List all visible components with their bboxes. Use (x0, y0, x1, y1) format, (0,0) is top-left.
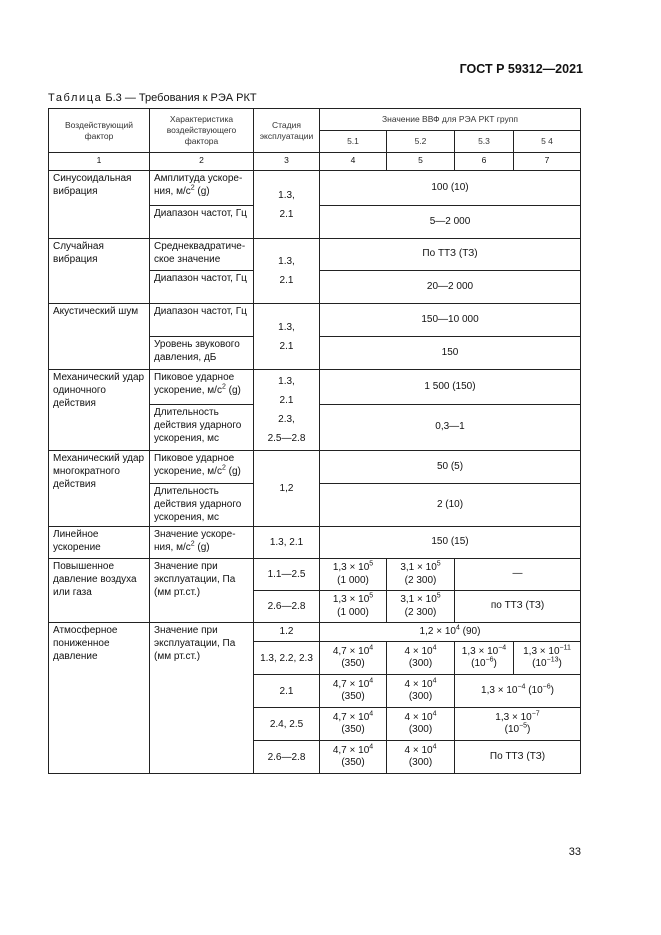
column-number: 5 (387, 153, 455, 171)
table-row (49, 171, 581, 206)
stage-cell: 1.3, 2.1 (254, 171, 320, 239)
caption-label: Таблица (48, 92, 103, 104)
factor-low-pressure: Атмосферное пониженное давление (49, 623, 150, 774)
factor-sine-vibration: Синусоидальная вибрация (49, 171, 150, 239)
table-row (49, 239, 581, 271)
value-cell: $1,3 \times 10^5$ (1 000) (320, 591, 387, 623)
header-row (49, 109, 581, 131)
caption-text: — Требования к РЭА РКТ (124, 92, 257, 104)
factor-random-vibration: Случайная вибрация (49, 239, 150, 304)
characteristic-cell: Длительность действия ударного ускорения, мс (150, 404, 254, 450)
table-row (49, 623, 581, 642)
document-code: ГОСТ Р 59312—2021 (459, 62, 583, 76)
value-cell: $4 \times 10^4$ (300) (387, 708, 455, 741)
characteristic-cell: Значение ускорения, $м/с^2$ (g) (150, 527, 254, 559)
value-cell: $4 \times 10^4$ (300) (387, 741, 455, 774)
column-numbers-row (49, 153, 581, 171)
value-cell: 5—2 000 (320, 206, 581, 239)
table-row (49, 304, 581, 337)
value-cell: $4,7 \times 10^4$ (350) (320, 675, 387, 708)
value-cell: $1,3 \times 10^{-11}$ $(10^{-13})$ (514, 642, 581, 675)
column-number: 4 (320, 153, 387, 171)
stage-cell: 2.6—2.8 (254, 591, 320, 623)
table-row (49, 370, 581, 405)
page-number: 33 (568, 846, 581, 858)
column-number: 6 (455, 153, 514, 171)
stage-cell: 2.1 (254, 675, 320, 708)
stage-cell: 1.3, 2.1 (254, 239, 320, 304)
value-cell: $3,1 \times 10^5$ (2 300) (387, 591, 455, 623)
value-cell: 100 (10) (320, 171, 581, 206)
characteristic-cell: Диапазон частот, Гц (150, 206, 254, 239)
stage-cell: 2.6—2.8 (254, 741, 320, 774)
header-characteristic: Характеристика воздействующего фактора (150, 109, 254, 153)
value-cell: $4,7 \times 10^4$ (350) (320, 708, 387, 741)
header-group: 5.1 (320, 131, 387, 153)
value-cell: $4,7 \times 10^4$ (350) (320, 642, 387, 675)
stage-cell: 2.4, 2.5 (254, 708, 320, 741)
stage-cell: 1.1—2.5 (254, 559, 320, 591)
characteristic-cell: Значение при эксплуатации, Па (мм рт.ст.) (150, 559, 254, 623)
column-number: 3 (254, 153, 320, 171)
value-cell: $4,7 \times 10^4$ (350) (320, 741, 387, 774)
value-cell: 150 (320, 337, 581, 370)
value-cell: 150—10 000 (320, 304, 581, 337)
column-number: 7 (514, 153, 581, 171)
characteristic-cell: Среднеквадратическое значение (150, 239, 254, 271)
stage-cell: 1.3, 2.1 2.3, 2.5—2.8 (254, 370, 320, 451)
header-group: 5.3 (455, 131, 514, 153)
value-cell: $1,3 \times 10^5$ (1 000) (320, 559, 387, 591)
stage-cell: 1.2 (254, 623, 320, 642)
factor-acoustic-noise: Акустический шум (49, 304, 150, 370)
factor-multiple-shock: Механический удар многократного действия (49, 451, 150, 527)
characteristic-cell: Длительность действия ударного ускорения, мс (150, 484, 254, 527)
stage-cell: 1.3, 2.2, 2.3 (254, 642, 320, 675)
value-cell: 50 (5) (320, 451, 581, 484)
factor-high-pressure: Повышенное давление воздуха или газа (49, 559, 150, 623)
value-cell: $3,1 \times 10^5$ (2 300) (387, 559, 455, 591)
value-cell: 20—2 000 (320, 271, 581, 304)
characteristic-cell: Диапазон частот, Гц (150, 271, 254, 304)
value-cell: $4 \times 10^4$ (300) (387, 675, 455, 708)
value-cell: По ТТЗ (ТЗ) (455, 741, 581, 774)
table-row (49, 559, 581, 591)
value-cell: 2 (10) (320, 484, 581, 527)
stage-cell: 1.3, 2.1 (254, 304, 320, 370)
characteristic-cell: Пиковое ударное ускорение, $м/с^2$ (g) (150, 451, 254, 484)
header-factor: Воздействующий фактор (49, 109, 150, 153)
column-number: 2 (150, 153, 254, 171)
header-group: 5 4 (514, 131, 581, 153)
value-cell: 150 (15) (320, 527, 581, 559)
header-values-title: Значение ВВФ для РЭА РКТ групп (320, 109, 581, 131)
column-number: 1 (49, 153, 150, 171)
stage-cell: 1,2 (254, 451, 320, 527)
value-cell: 0,3—1 (320, 404, 581, 450)
value-cell: $1,2 \times 10^4$ (90) (320, 623, 581, 642)
value-cell: по ТТЗ (ТЗ) (455, 591, 581, 623)
table-row (49, 527, 581, 559)
characteristic-cell: Пиковое ударное ускорение, $м/с^2$ (g) (150, 370, 254, 405)
stage-cell: 1.3, 2.1 (254, 527, 320, 559)
header-stage: Стадия эксплуатации (254, 109, 320, 153)
characteristic-cell: Уровень звукового давления, дБ (150, 337, 254, 370)
header-group: 5.2 (387, 131, 455, 153)
characteristic-cell: Значение при эксплуатации, Па (мм рт.ст.) (150, 623, 254, 774)
factor-single-shock: Механический удар одиночного действия (49, 370, 150, 451)
caption-number: Б.3 (105, 92, 122, 104)
value-cell: $4 \times 10^4$ (300) (387, 642, 455, 675)
requirements-table (48, 108, 581, 774)
value-cell: — (455, 559, 581, 591)
value-cell: 1 500 (150) (320, 370, 581, 405)
table-row (49, 451, 581, 484)
table-caption (48, 92, 257, 104)
characteristic-cell: Амплитуда ускорения, $м/с^2$ (g) (150, 171, 254, 206)
characteristic-cell: Диапазон частот, Гц (150, 304, 254, 337)
factor-linear-acceleration: Линейное ускорение (49, 527, 150, 559)
value-cell: $1,3 \times 10^{-7}$ $(10^{-5})$ (455, 708, 581, 741)
value-cell: По ТТЗ (ТЗ) (320, 239, 581, 271)
value-cell: $1,3 \times 10^{-4}$ $(10^{-6})$ (455, 642, 514, 675)
value-cell: $1,3 \times 10^{-4}$ $(10^{-6})$ (455, 675, 581, 708)
